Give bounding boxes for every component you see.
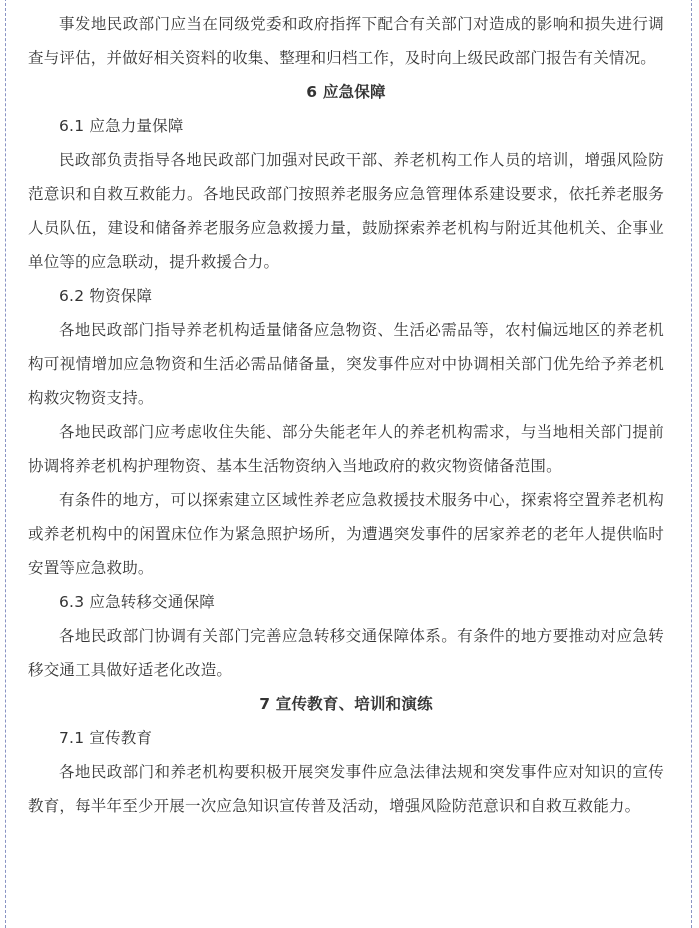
document-body [28, 7, 664, 823]
paragraph: 各地民政部门和养老机构要积极开展突发事件应急法律法规和突发事件应对知识的宣传教育，每半年至少开展一次应急知识宣传普及活动，增强风险防范意识和自救互救能力。 [28, 763, 664, 815]
paragraph: 民政部负责指导各地民政部门加强对民政干部、养老机构工作人员的培训，增强风险防范意识和自救互救能力。各地民政部门按照养老服务应急管理体系建设要求，依托养老服务人员队伍，建设和储备养老服务应急救援力量，鼓励探索养老机构与附近其他机关、企事业单位等的应急联动，提升救援合力。 [28, 151, 664, 271]
subsection-heading-7-1: 7.1 宣传教育 [59, 729, 153, 747]
paragraph: 有条件的地方，可以探索建立区域性养老应急救援技术服务中心，探索将空置养老机构或养老机构中的闲置床位作为紧急照护场所，为遭遇突发事件的居家养老的老年人提供临时安置等应急救助。 [28, 491, 664, 577]
paragraph: 各地民政部门应考虑收住失能、部分失能老年人的养老机构需求，与当地相关部门提前协调将养老机构护理物资、基本生活物资纳入当地政府的救灾物资储备范围。 [28, 423, 664, 475]
section-heading-6: 6 应急保障 [306, 83, 386, 101]
paragraph: 事发地民政部门应当在同级党委和政府指挥下配合有关部门对造成的影响和损失进行调查与评估，并做好相关资料的收集、整理和归档工作，及时向上级民政部门报告有关情况。 [28, 15, 664, 67]
subsection-heading-6-3: 6.3 应急转移交通保障 [59, 593, 215, 611]
paragraph: 各地民政部门协调有关部门完善应急转移交通保障体系。有条件的地方要推动对应急转移交通工具做好适老化改造。 [28, 627, 664, 679]
paragraph: 各地民政部门指导养老机构适量储备应急物资、生活必需品等，农村偏远地区的养老机构可视情增加应急物资和生活必需品储备量，突发事件应对中协调相关部门优先给予养老机构救灾物资支持。 [28, 321, 664, 407]
subsection-heading-6-1: 6.1 应急力量保障 [59, 117, 184, 135]
subsection-heading-6-2: 6.2 物资保障 [59, 287, 153, 305]
section-heading-7: 7 宣传教育、培训和演练 [259, 695, 433, 713]
